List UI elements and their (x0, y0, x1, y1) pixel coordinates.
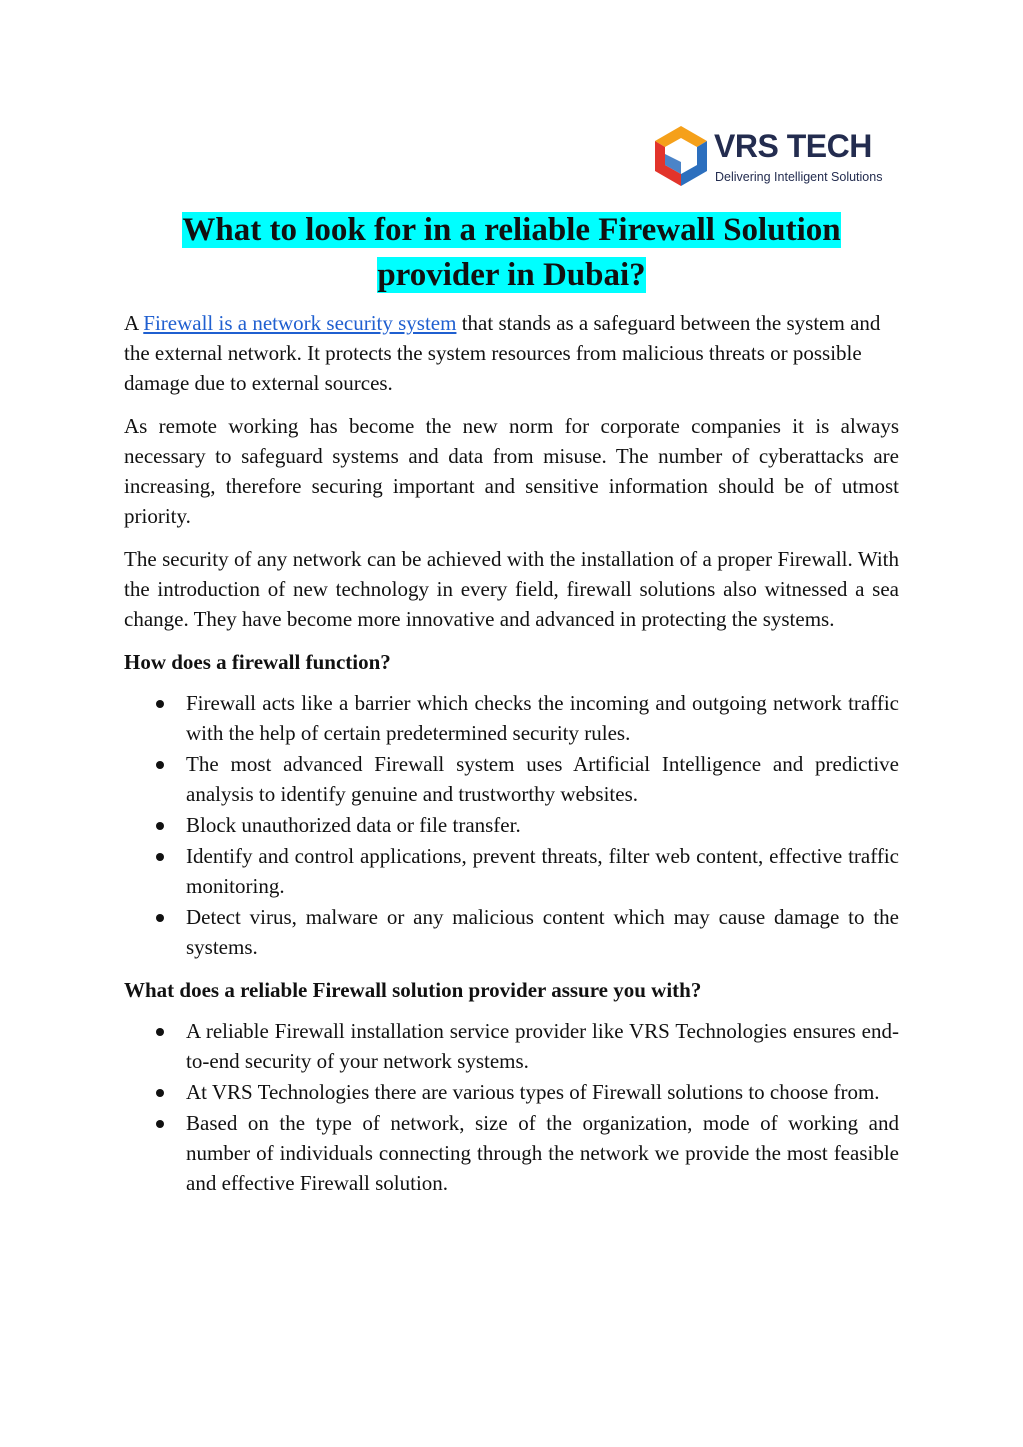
list-item-text: At VRS Technologies there are various types of Firewall solutions to choose from. (186, 1080, 880, 1104)
provider-assurance-list (124, 1016, 899, 1198)
bullet-icon (156, 914, 164, 922)
paragraph-remote-working: As remote working has become the new norm for corporate companies it is always necessary to safeguard systems and data from misuse. The number of cyberattacks are increasing, therefore securing important and sensitive information should be of utmost priority. (124, 414, 899, 528)
title-line-2: provider in Dubai? (377, 257, 646, 293)
list-item-text: Detect virus, malware or any malicious content which may cause damage to the systems. (186, 905, 899, 959)
firewall-definition-link[interactable]: Firewall is a network security system (143, 311, 457, 335)
bullet-icon (156, 1120, 164, 1128)
list-item (186, 1077, 899, 1107)
firewall-function-list (124, 688, 899, 962)
list-item-text: Based on the type of network, size of the organization, mode of working and number of individuals connecting through the network we provide the most feasible and effective Firewall solution. (186, 1111, 899, 1195)
bullet-icon (156, 822, 164, 830)
bullet-icon (156, 761, 164, 769)
list-item (186, 902, 899, 962)
article-body (124, 308, 899, 1211)
list-item-text: Identify and control applications, prevent threats, filter web content, effective traffic monitoring. (186, 844, 899, 898)
list-item-text: Block unauthorized data or file transfer. (186, 813, 521, 837)
list-item (186, 1108, 899, 1198)
list-item (186, 688, 899, 748)
bullet-icon (156, 700, 164, 708)
logo-name: VRS TECH (714, 128, 872, 164)
list-item (186, 1016, 899, 1076)
list-item (186, 810, 899, 840)
intro-paragraph (124, 308, 899, 398)
intro-suffix: that stands as a safeguard between the system and the external network. It protects the system resources from malicious threats or possible damage due to external sources. (124, 311, 881, 395)
bullet-icon (156, 1028, 164, 1036)
logo-tagline: Delivering Intelligent Solutions (715, 170, 883, 184)
vrs-tech-logo (652, 124, 892, 190)
list-item-text: A reliable Firewall installation service provider like VRS Technologies ensures end-to-end security of your network systems. (186, 1019, 899, 1073)
cube-logo-icon (652, 124, 710, 190)
list-item (186, 749, 899, 809)
section-heading-provider-assurance: What does a reliable Firewall solution provider assure you with? (124, 978, 702, 1002)
list-item (186, 841, 899, 901)
section-heading-firewall-function: How does a firewall function? (124, 650, 391, 674)
intro-prefix: A (124, 311, 144, 335)
bullet-icon (156, 1089, 164, 1097)
paragraph-network-security: The security of any network can be achieved with the installation of a proper Firewall. With the introduction of new technology in every field, firewall solutions also witnessed a sea change. They have become more innovative and advanced in protecting the systems. (124, 547, 899, 631)
list-item-text: The most advanced Firewall system uses Artificial Intelligence and predictive analysis to identify genuine and trustworthy websites. (186, 752, 899, 806)
bullet-icon (156, 853, 164, 861)
title-line-1: What to look for in a reliable Firewall Solution (182, 212, 841, 248)
page-title (100, 208, 923, 298)
list-item-text: Firewall acts like a barrier which checks the incoming and outgoing network traffic with the help of certain predetermined security rules. (186, 691, 899, 745)
